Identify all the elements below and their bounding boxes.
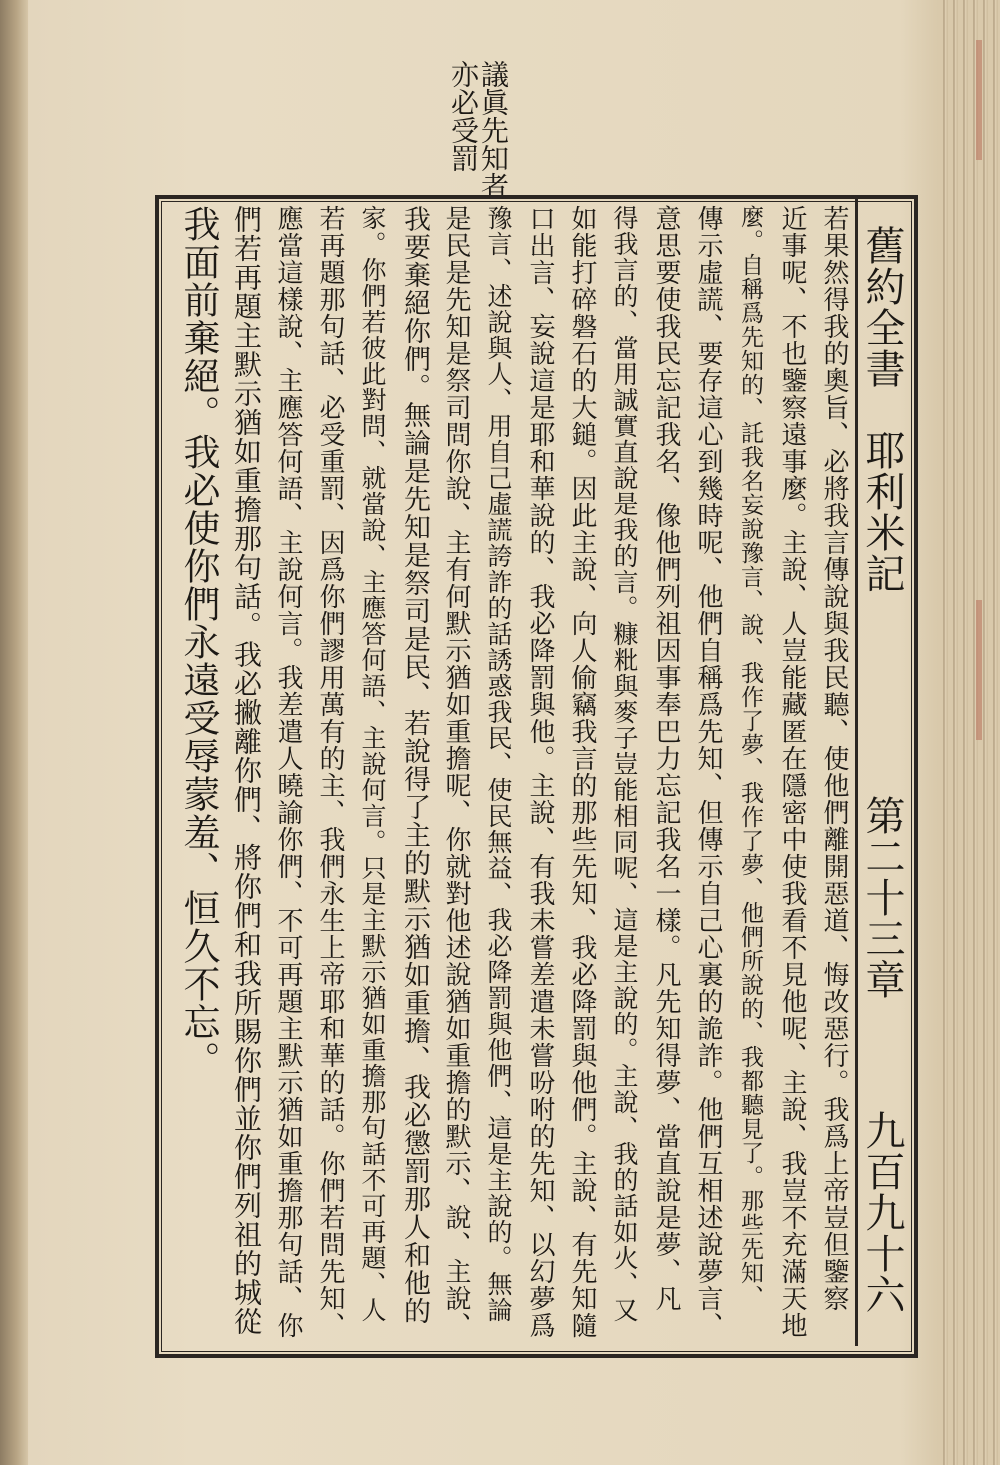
- body-column-5: 意思要使我民忘記我名、像他們列祖因事奉巴力忘記我名一樣。凡先知得夢、當直說是夢、凡: [651, 205, 681, 1312]
- body-column-6: 得我言的、當用誠實直說是我的言。糠粃與麥子豈能相同呢、這是主說的。主說、我的話如火、又: [610, 205, 639, 1323]
- body-column-3: 麼。自稱爲先知的、託我名妄說豫言、說、我作了夢、我作了夢、他們所說的、我都聽見了。那些先知、: [737, 205, 763, 1309]
- page-edges: [938, 0, 1000, 1465]
- book-title: 舊約全書 耶利米記: [859, 225, 905, 594]
- chapter-heading: 第二十三章: [859, 795, 905, 1000]
- body-column-11: 我要棄絕你們。無論是先知是祭司是民、若說得了主的默示猶如重擔、我必懲罰那人和他的: [399, 205, 430, 1325]
- side-note-line-1: 議眞先知者: [477, 60, 510, 200]
- book-spine: [0, 0, 28, 1465]
- body-column-2: 近事呢、不也鑒察遠事麼。主說、人豈能藏匿在隱密中使我看不見他呢、主說、我豈不充滿天地: [777, 205, 807, 1339]
- body-column-14: 應當這樣說、主應答何語、主說何言。我差遣人曉諭你們、不可再題主默示猶如重擔那句話、你: [273, 205, 303, 1339]
- body-column-10: 是民是先知是祭司問你說、主有何默示猶如重擔呢、你就對他述說猶如重擔的默示、說、主說、: [441, 205, 471, 1339]
- body-column-9: 豫言、述說與人、用自己虛謊誇詐的話誘惑我民、使民無益、我必降罰與他們、這是主說的。無論: [484, 205, 513, 1323]
- body-column-13: 若再題那句話、必受重罰、因爲你們謬用萬有的主、我們永生上帝耶和華的話。你們若問先知、: [315, 205, 345, 1339]
- body-column-15: 們若再題主默示猶如重擔那句話。我必撇離你們、將你們和我所賜你們並你們列祖的城從: [230, 205, 263, 1336]
- body-column-8: 口出言、妄說這是耶和華說的、我必降罰與他。主說、有我未嘗差遣未嘗吩咐的先知、以幻夢爲: [525, 205, 555, 1339]
- body-column-4: 傳示虛謊、要存這心到幾時呢、他們自稱爲先知、但傳示自己心裏的詭詐。他們互相述說夢言、: [693, 205, 723, 1339]
- header-separator: [855, 199, 858, 1346]
- running-header: [859, 225, 905, 594]
- red-edge-stain: [976, 40, 982, 160]
- page-number: 九百九十六: [859, 1110, 905, 1315]
- body-column-16: 我面前棄絕。我必使你們永遠受辱蒙羞、恒久不忘。: [177, 205, 220, 1079]
- side-note-line-2: 亦必受罰: [447, 60, 480, 172]
- red-edge-stain: [976, 600, 982, 740]
- body-column-12: 家。你們若彼此對問、就當說、主應答何語、主說何言。只是主默示猶如重擔那句話不可再題、人: [358, 205, 387, 1323]
- body-column-1: 若果然得我的奧旨、必將我言傳說與我民聽、使他們離開惡道、悔改惡行。我爲上帝豈但鑒察: [819, 205, 849, 1312]
- body-column-7: 如能打碎磐石的大鎚。因此主說、向人偷竊我言的那些先知、我必降罰與他們。主說、有先知隨: [567, 205, 597, 1339]
